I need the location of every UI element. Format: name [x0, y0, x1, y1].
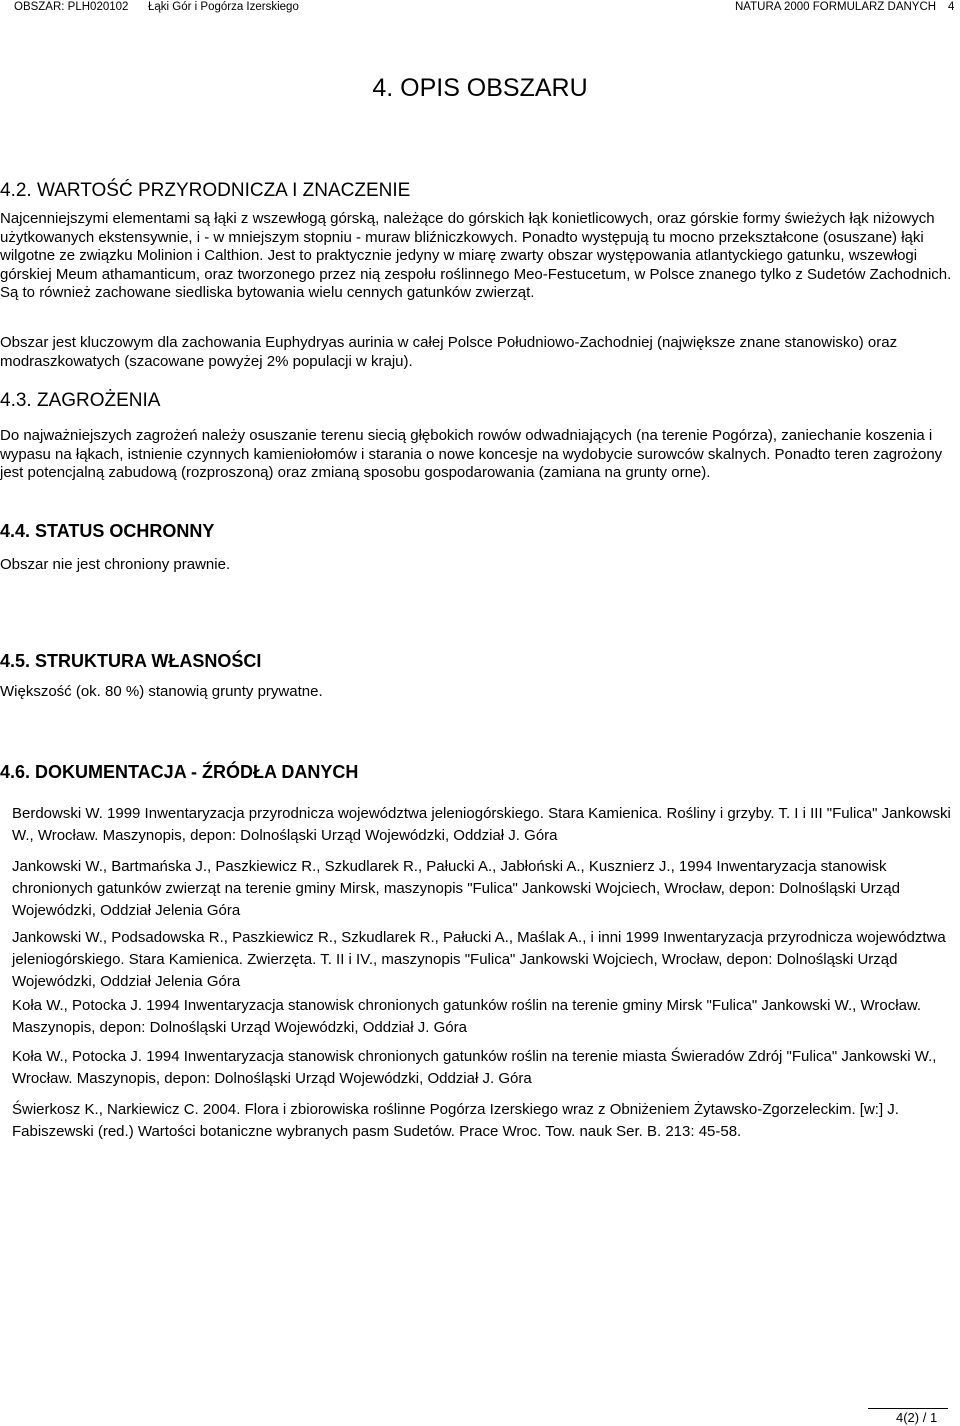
header-page-number: 4: [948, 1, 955, 13]
reference-item: Jankowski W., Bartmańska J., Paszkiewicz R., Szkudlarek R., Pałucki A., Jabłoński A., Kusznierz J., 1994 Inwentaryzacja stanowisk chronionych gatunków zwierząt na terenie gminy Mirsk, maszynopis "Fulica" Jankowski Wojciech, Wrocław, depon: Dolnośląski Urząd Wojewódzki, Oddział Jelenia Góra: [12, 858, 900, 919]
section-4-4-paragraph: Obszar nie jest chroniony prawnie.: [0, 556, 231, 573]
reference-item: Berdowski W. 1999 Inwentaryzacja przyrodnicza województwa jeleniogórskiego. Stara Kamienica. Rośliny i grzyby. T. I i III "Fulica" Jankowski W., Wrocław. Maszynopis, depon: Dolnośląski Urząd Wojewódzki, Oddział J. Góra: [12, 805, 951, 844]
section-4-2-heading: 4.2. WARTOŚĆ PRZYRODNICZA I ZNACZENIE: [0, 180, 411, 201]
section-4-3-paragraph: Do najważniejszych zagrożeń należy osuszanie terenu siecią głębokich rowów odwadniających (na terenie Pogórza), zaniechanie koszenia i wypasu na łąkach, istnienie czynnych kamieniołomów i starania o nowe koncesje na wydobycie surowców skalnych. Ponadto teren zagrożony jest potencjalną zabudową (rozproszoną) oraz zmianą sposobu gospodarowania (zamiana na grunty orne).: [0, 427, 943, 482]
section-4-3-heading: 4.3. ZAGROŻENIA: [0, 390, 161, 411]
reference-item: Świerkosz K., Narkiewicz C. 2004. Flora i zbiorowiska roślinne Pogórza Izerskiego wraz z Obniżeniem Żytawsko-Zgorzeleckim. [w:] J. Fabiszewski (red.) Wartości botaniczne wybranych pasm Sudetów. Prace Wroc. Tow. nauk Ser. B. 213: 45-58.: [12, 1101, 899, 1140]
page-title: 4. OPIS OBSZARU: [372, 74, 588, 102]
section-4-5-heading: 4.5. STRUKTURA WŁASNOŚCI: [0, 651, 262, 671]
footer-divider: [868, 1408, 948, 1409]
section-4-2-paragraph-2: Obszar jest kluczowym dla zachowania Euphydryas aurinia w całej Polsce Południowo-Zachodniej (największe znane stanowisko) oraz modraszkowatych (szacowane powyżej 2% populacji w kraju).: [0, 334, 898, 370]
section-4-6-heading: 4.6. DOKUMENTACJA - ŹRÓDŁA DANYCH: [0, 762, 359, 782]
section-4-4-heading: 4.4. STATUS OCHRONNY: [0, 521, 215, 541]
footer-page-number: 4(2) / 1: [896, 1410, 938, 1425]
site-code: OBSZAR: PLH020102: [14, 1, 129, 13]
reference-item: Jankowski W., Podsadowska R., Paszkiewicz R., Szkudlarek R., Pałucki A., Maślak A., i inni 1999 Inwentaryzacja przyrodnicza województwa jeleniogórskiego. Stara Kamienica. Zwierzęta. T. II i IV., maszynopis "Fulica" Jankowski Wojciech, Wrocław, depon: Dolnośląski Urząd Wojewódzki, Oddział Jelenia Góra: [12, 929, 946, 990]
page-header: [0, 0, 960, 20]
section-4-5-paragraph: Większość (ok. 80 %) stanowią grunty prywatne.: [0, 683, 323, 700]
reference-item: Koła W., Potocka J. 1994 Inwentaryzacja stanowisk chronionych gatunków roślin na terenie gminy Mirsk "Fulica" Jankowski W., Wrocław. Maszynopis, depon: Dolnośląski Urząd Wojewódzki, Oddział J. Góra: [12, 997, 922, 1036]
section-4-2-paragraph-1: Najcenniejszymi elementami są łąki z wszewłogą górską, należące do górskich łąk konietlicowych, oraz górskie formy świeżych łąk niżowych użytkowanych ekstensywnie, i - w mniejszym stopniu - muraw bliźniczkowych. Ponadto występują tu mocno przekształcone (osuszane) łąki wilgotne ze związku Molinion i Calthion. Jest to praktycznie jedyny w miarę zwarty obszar występowania atlantyckiego gatunku, wszewłogi górskiej Meum athamanticum, oraz tworzonego przez nią zespołu roślinnego Meo-Festucetum, w Polsce znanego tylko z Sudetów Zachodnich. Są to również zachowane siedliska bytowania wielu cennych gatunków zwierząt.: [0, 210, 952, 302]
site-name: Łąki Gór i Pogórza Izerskiego: [148, 1, 299, 13]
form-name: NATURA 2000 FORMULARZ DANYCH: [735, 1, 937, 13]
reference-item: Koła W., Potocka J. 1994 Inwentaryzacja stanowisk chronionych gatunków roślin na terenie miasta Świeradów Zdrój "Fulica" Jankowski W., Wrocław. Maszynopis, depon: Dolnośląski Urząd Wojewódzki, Oddział J. Góra: [12, 1048, 937, 1087]
